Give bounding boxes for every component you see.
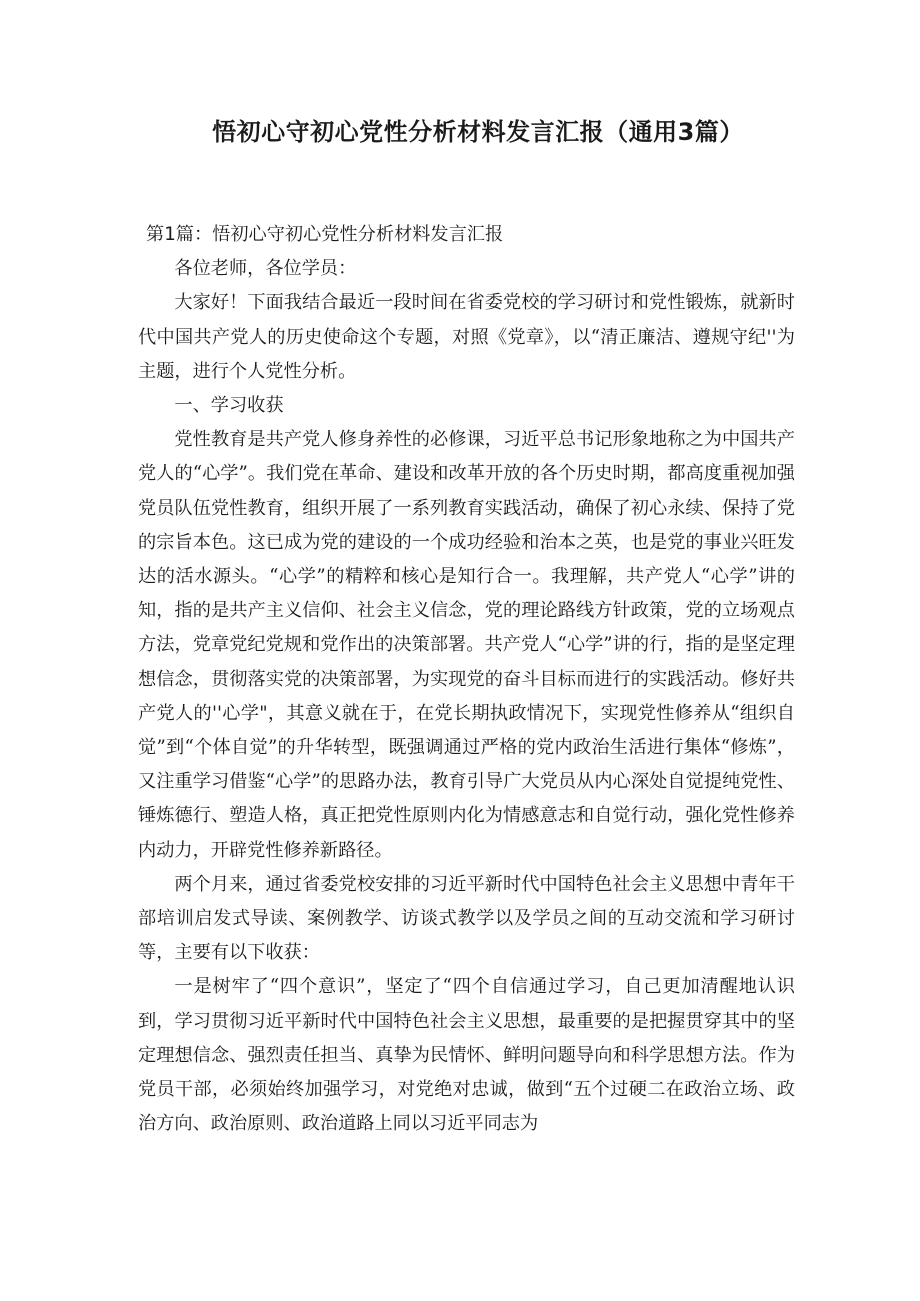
chapter-heading: 第1篇：悟初心守初心党性分析材料发言汇报 bbox=[146, 224, 504, 245]
body-paragraph: 党性教育是共产党人修身养性的必修课，习近平总书记形象地称之为中国共产党人的“心学”。我们党在革命、建设和改革开放的各个历史时期，都高度重视加强党员队伍党性教育，组织开展了一系列教育实践活动，确保了初心永续、保持了党的宗旨本色。这已成为党的建设的一个成功经验和治本之英，也是党的事业兴旺发达的活水源头。“心学”的精粹和核心是知行合一。我理解，共产党人“心学”讲的知，指的是共产主义信仰、社会主义信念，党的理论路线方针政策，党的立场观点方法，党章党纪党规和党作出的决策部署。共产党人“心学”讲的行，指的是坚定理想信念，贯彻落实党的决策部署，为实现党的奋斗目标而进行的实践活动。修好共产党人的''心学"，其意义就在于，在党长期执政情况下，实现党性修养从“组织自觉”到“个体自觉”的升华转型，既强调通过严格的党内政治生活进行集体“修炼”，又注重学习借鉴“心学”的思路办法，教育引导广大党员从内心深处自觉提纯党性、锤炼德行、塑造人格，真正把党性原则内化为情感意志和自觉行动，强化党性修养内动力，开辟党性修养新路径。 bbox=[138, 429, 795, 861]
body-paragraph: 两个月来，通过省委党校安排的习近平新时代中国特色社会主义思想中青年干部培训启发式导读、案例教学、访谈式教学以及学员之间的互动交流和学习研讨等，主要有以下收获： bbox=[138, 873, 795, 964]
document-title: 悟初心守初心党性分析材料发言汇报（通用3篇） bbox=[212, 118, 744, 146]
salutation-paragraph: 各位老师，各位学员： bbox=[174, 258, 357, 280]
intro-paragraph: 大家好！下面我结合最近一段时间在省委党校的学习研讨和党性锻炼，就新时代中国共产党人的历史使命这个专题，对照《党章》，以“清正廉洁、遵规守纪''为主题，进行个人党性分析。 bbox=[138, 292, 795, 382]
body-paragraph: 一是树牢了“四个意识”，坚定了“四个自信通过学习，自己更加清醒地认识到，学习贯彻习近平新时代中国特色社会主义思想，最重要的是把握贯穿其中的坚定理想信念、强烈责任担当、真挚为民情怀、鲜明问题导向和科学思想方法。作为党员干部，必须始终加强学习，对党绝对忠诚，做到“五个过硬二在政治立场、政治方向、政治原则、政治道路上同以习近平同志为 bbox=[138, 976, 795, 1135]
document-body bbox=[138, 218, 795, 1141]
section-heading: 一、学习收获 bbox=[174, 395, 284, 417]
